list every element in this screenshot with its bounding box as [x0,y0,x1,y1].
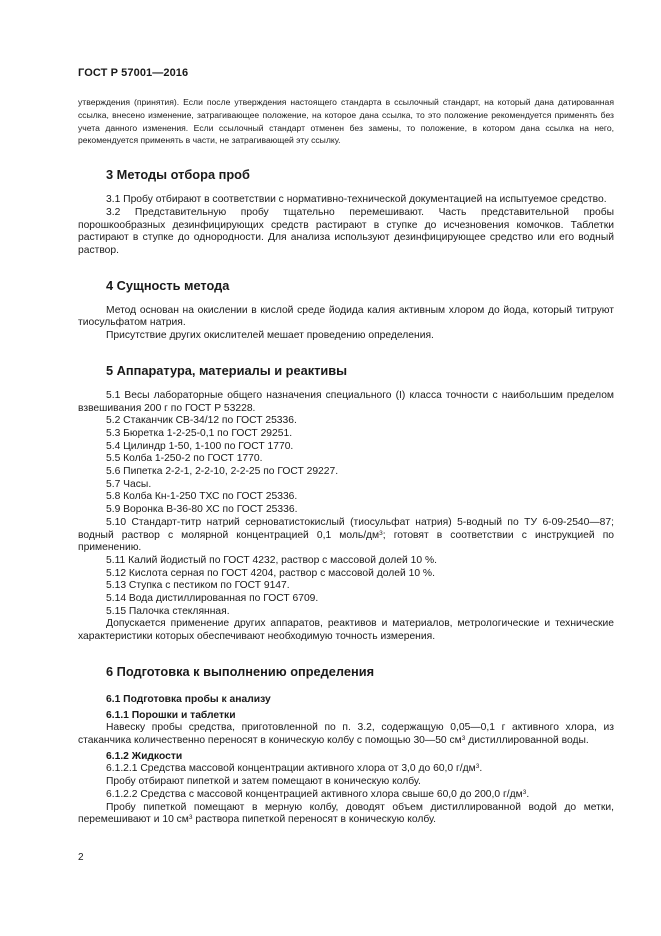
paragraph-6-1-1-text-a: Навеску пробы средства, приготовленной по п. 3.2, содержащую 0,05—0,1 г активного хлора, из стаканчика количественно переносят в коническую колбу с помощью 30—50 см [78,722,614,746]
paragraph-6-1-1-superscript: 3 [461,734,466,742]
item-5-15: 5.15 Палочка стеклянная. [106,605,230,617]
standard-header: ГОСТ Р 57001—2016 [78,67,189,79]
section-3-title: 3 Методы отбора проб [106,167,250,183]
paragraph-6-1-2-2-note-text-b: раствора пипеткой переносят в коническую колбу. [192,814,437,826]
intro-paragraph: утверждения (принятия). Если после утверждения настоящего стандарта в ссылочный стандарт, на который дана датированная ссылка, внесено изменение, затрагивающее положение, на которое дана ссылка, то это положение рекомендуется применять без учета данного изменения. Если ссылочный стандарт отменен без замены, то положение, в котором дана ссылка на него, рекомендуется применять в части, не затрагивающей эту ссылку. [78,97,614,146]
page-number: 2 [78,852,84,863]
paragraph-6-1-2-1-text-b: . [479,763,483,775]
item-5-10 [78,517,614,555]
item-5-11: 5.11 Калий йодистый по ГОСТ 4232, раствор с массовой долей 10 %. [106,554,437,566]
paragraph-6-1-2-1-text-a: 6.1.2.1 Средства массовой концентрации активного хлора от 3,0 до 60,0 г/дм [106,763,476,775]
item-5-10-text-a: 5.10 Стандарт-титр натрий серноватистокислый (тиосульфат натрия) 5-водный по ТУ 6-09-2540—87; водный раствор с молярной концентрацией 0,1 моль/дм [78,516,614,541]
item-5-4: 5.4 Цилиндр 1-50, 1-100 по ГОСТ 1770. [106,440,294,452]
section-3-body [78,194,614,258]
section-5-title: 5 Аппаратура, материалы и реактивы [106,362,348,378]
item-5-9: 5.9 Воронка В-36-80 ХС по ГОСТ 25336. [106,504,298,516]
item-5-14: 5.14 Вода дистиллированная по ГОСТ 6709. [106,593,319,605]
item-5-12: 5.12 Кислота серная по ГОСТ 4204, раствор с массовой долей 10 %. [106,567,435,579]
paragraph-6-1-2-2-note [78,802,614,827]
section-5-note: Допускается применение других аппаратов, реактивов и материалов, метрологические и технические характеристики которых обеспечивают необходимую точность измерения. [78,618,614,643]
page-content [78,96,614,827]
paragraph-6-1-2-1-superscript: 3 [475,763,480,771]
section-4-body [78,305,614,343]
item-5-3: 5.3 Бюретка 1-2-25-0,1 по ГОСТ 29251. [106,427,293,439]
paragraph-6-1-1-text-b: дистиллированной воды. [465,734,589,746]
paragraph-3-1: 3.1 Пробу отбирают в соответствии с нормативно-технической документацией на испытуемое средство. [106,194,607,206]
subsection-6-1-1-title: 6.1.1 Порошки и таблетки [106,709,236,721]
subsection-6-1-2-title: 6.1.2 Жидкости [106,750,183,762]
paragraph-6-1-2-2-note-superscript: 3 [188,814,193,822]
section-5-body [78,390,614,644]
paragraph-6-1-2-2-note-text-a: Пробу пипеткой помещают в мерную колбу, доводят объем дистиллированной водой до метки, перемешивают и 10 см [78,801,614,826]
paragraph-6-1-2-2-text-b: . [526,788,530,800]
paragraph-6-1-2-2-superscript: 3 [522,788,527,796]
subsection-6-1-title: 6.1 Подготовка пробы к анализу [106,693,271,705]
item-5-2: 5.2 Стаканчик СВ-34/12 по ГОСТ 25336. [106,415,297,427]
paragraph-6-1-2-2 [78,789,614,802]
item-5-10-superscript: 3 [379,529,383,537]
section-4-title: 4 Сущность метода [106,277,230,293]
item-5-10-text-b: ; готовят в соответствии с инструкцией по применению. [78,529,614,554]
item-5-5: 5.5 Колба 1-250-2 по ГОСТ 1770. [106,453,263,465]
item-5-8: 5.8 Колба Кн-1-250 ТХС по ГОСТ 25336. [106,491,298,503]
paragraph-6-1-2-1-note: Пробу отбирают пипеткой и затем помещают в коническую колбу. [106,776,421,788]
item-5-7: 5.7 Часы. [106,478,152,490]
section-6-title: 6 Подготовка к выполнению определения [106,663,375,679]
paragraph-6-1-2-1 [78,763,614,776]
paragraph-4-1: Метод основан на окислении в кислой среде йодида калия активным хлором до йода, который титруют тиосульфатом натрия. [78,304,614,329]
item-5-1: 5.1 Весы лабораторные общего назначения специального (I) класса точности с наибольшим пределом взвешивания 200 г по ГОСТ Р 53228. [78,389,614,414]
paragraph-6-1-2-2-text-a: 6.1.2.2 Средства с массовой концентрацией активного хлора свыше 60,0 до 200,0 г/дм [106,788,523,800]
item-5-6: 5.6 Пипетка 2-2-1, 2-2-10, 2-2-25 по ГОСТ 29227. [106,466,339,478]
paragraph-6-1-1 [78,722,614,747]
paragraph-4-2: Присутствие других окислителей мешает проведению определения. [106,330,434,342]
item-5-13: 5.13 Ступка с пестиком по ГОСТ 9147. [106,580,290,592]
paragraph-3-2: 3.2 Представительную пробу тщательно перемешивают. Часть представительной пробы порошкообразных дезинфицирующих средств растирают в ступке до исчезновения комочков. Таблетки растирают в ступке до однородности. Для анализа используют дезинфицирующее средство или его водный раствор. [78,206,614,256]
